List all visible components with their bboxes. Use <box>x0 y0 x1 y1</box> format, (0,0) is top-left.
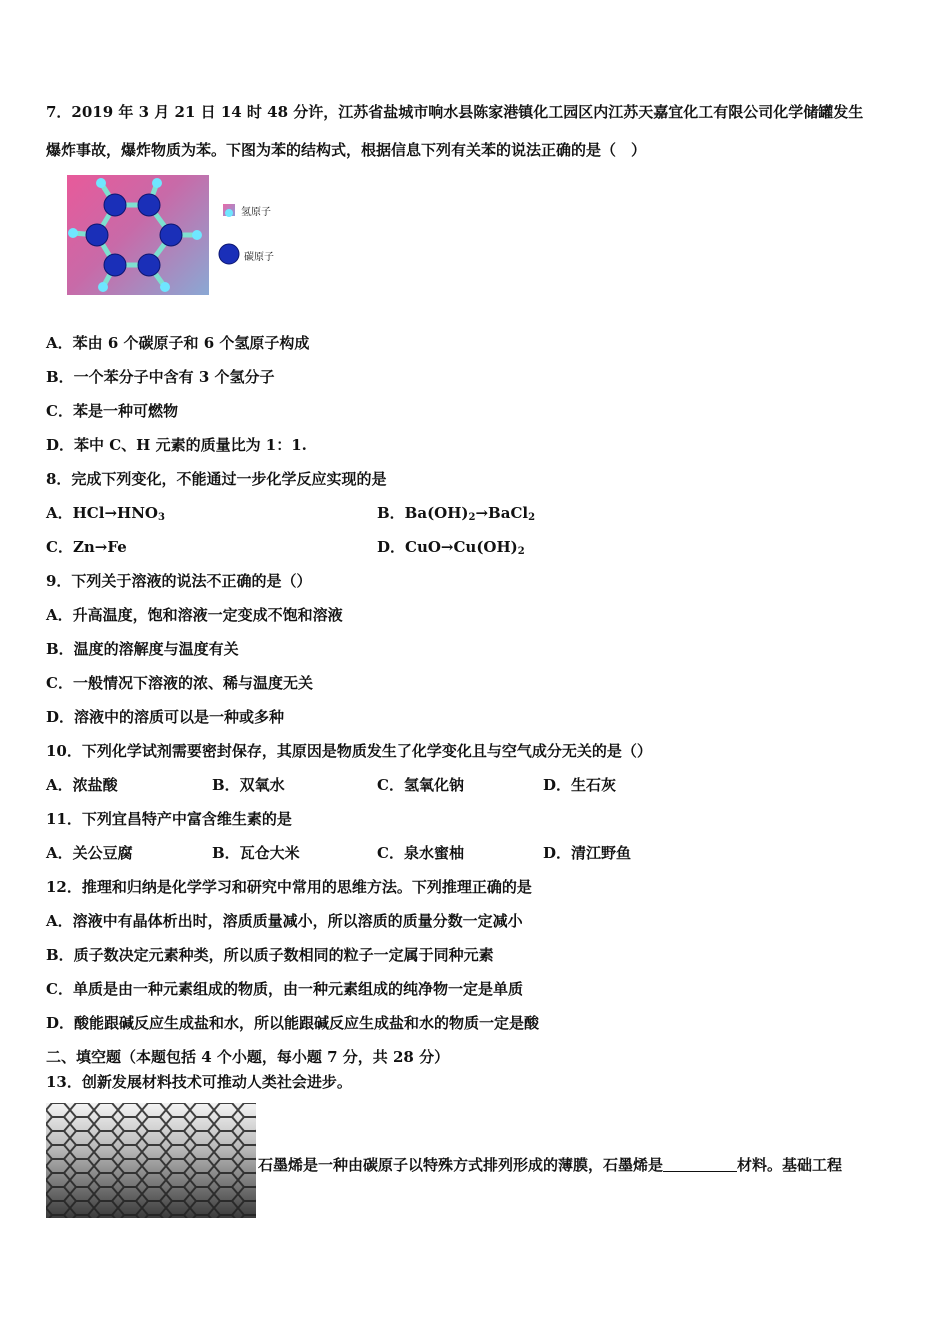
q7-option-b: B．一个苯分子中含有 3 个氢分子 <box>46 368 275 386</box>
hydrogen-legend-label: 氢原子 <box>241 207 271 218</box>
q10-option-a: A．浓盐酸 <box>46 776 118 794</box>
q10-option-d: D．生石灰 <box>543 776 617 794</box>
graphene-image <box>46 1103 256 1218</box>
q8-option-c: C．Zn→Fe <box>46 538 127 556</box>
q8-option-a: A．$HCl\to HNO_3$ <box>46 504 165 523</box>
carbon-legend-swatch <box>218 243 240 265</box>
carbon-legend-label: 碳原子 <box>244 252 274 263</box>
q7-stem-line2: 爆炸事故，爆炸物质为苯。下图为苯的结构式，根据信息下列有关苯的说法正确的是（ ） <box>46 141 647 159</box>
q11-option-b: B．瓦仓大米 <box>212 844 300 862</box>
q8-stem: 8．完成下列变化，不能通过一步化学反应实现的是 <box>46 470 387 488</box>
section-2-heading: 二、填空题（本题包括 4 个小题，每小题 7 分，共 28 分） <box>46 1048 450 1066</box>
benzene-molecule-icon <box>67 175 209 295</box>
q7-option-a: A．苯由 6 个碳原子和 6 个氢原子构成 <box>46 334 310 352</box>
hydrogen-legend-swatch <box>223 204 235 216</box>
q13-stem: 13．创新发展材料技术可推动人类社会进步。 <box>46 1073 352 1091</box>
q8-option-b: B．$Ba(OH)_2\to BaCl_2$ <box>377 504 536 523</box>
q12-option-a: A．溶液中有晶体析出时，溶质质量减小，所以溶质的质量分数一定减小 <box>46 912 523 930</box>
q8-option-d: D．$CuO\to Cu(OH)_2$ <box>377 538 525 557</box>
q9-option-c: C．一般情况下溶液的浓、稀与温度无关 <box>46 674 313 692</box>
q12-stem: 12．推理和归纳是化学学习和研究中常用的思维方法。下列推理正确的是 <box>46 878 532 896</box>
q9-stem: 9．下列关于溶液的说法不正确的是（） <box>46 572 312 590</box>
q12-option-c: C．单质是由一种元素组成的物质，由一种元素组成的纯净物一定是单质 <box>46 980 523 998</box>
graphene-lattice-icon <box>46 1103 256 1218</box>
q10-option-b: B．双氧水 <box>212 776 285 794</box>
q12-option-b: B．质子数决定元素种类，所以质子数相同的粒子一定属于同种元素 <box>46 946 494 964</box>
q7-option-c: C．苯是一种可燃物 <box>46 402 178 420</box>
q12-option-d: D．酸能跟碱反应生成盐和水，所以能跟碱反应生成盐和水的物质一定是酸 <box>46 1014 540 1032</box>
q10-stem: 10．下列化学试剂需要密封保存，其原因是物质发生了化学变化且与空气成分无关的是（） <box>46 742 652 760</box>
q7-option-d: D．苯中 C、H 元素的质量比为 1：1. <box>46 436 307 454</box>
q10-option-c: C．氢氧化钠 <box>377 776 464 794</box>
q11-option-c: C．泉水蜜柚 <box>377 844 464 862</box>
q9-option-a: A．升高温度，饱和溶液一定变成不饱和溶液 <box>46 606 343 624</box>
benzene-structure-image <box>67 175 209 295</box>
q11-option-d: D．清江野鱼 <box>543 844 632 862</box>
q7-stem-line1: 7．2019 年 3 月 21 日 14 时 48 分许，江苏省盐城市响水县陈家港镇化工园区内江苏天嘉宜化工有限公司化学储罐发生 <box>46 103 864 121</box>
q9-option-d: D．溶液中的溶质可以是一种或多种 <box>46 708 285 726</box>
q11-option-a: A．关公豆腐 <box>46 844 133 862</box>
q13-text: 石墨烯是一种由碳原子以特殊方式排列形成的薄膜，石墨烯是 材料。基础工程 <box>258 1156 843 1174</box>
q13-answer-blank[interactable] <box>663 1157 737 1172</box>
q9-option-b: B．温度的溶解度与温度有关 <box>46 640 239 658</box>
q11-stem: 11．下列宜昌特产中富含维生素的是 <box>46 810 292 828</box>
